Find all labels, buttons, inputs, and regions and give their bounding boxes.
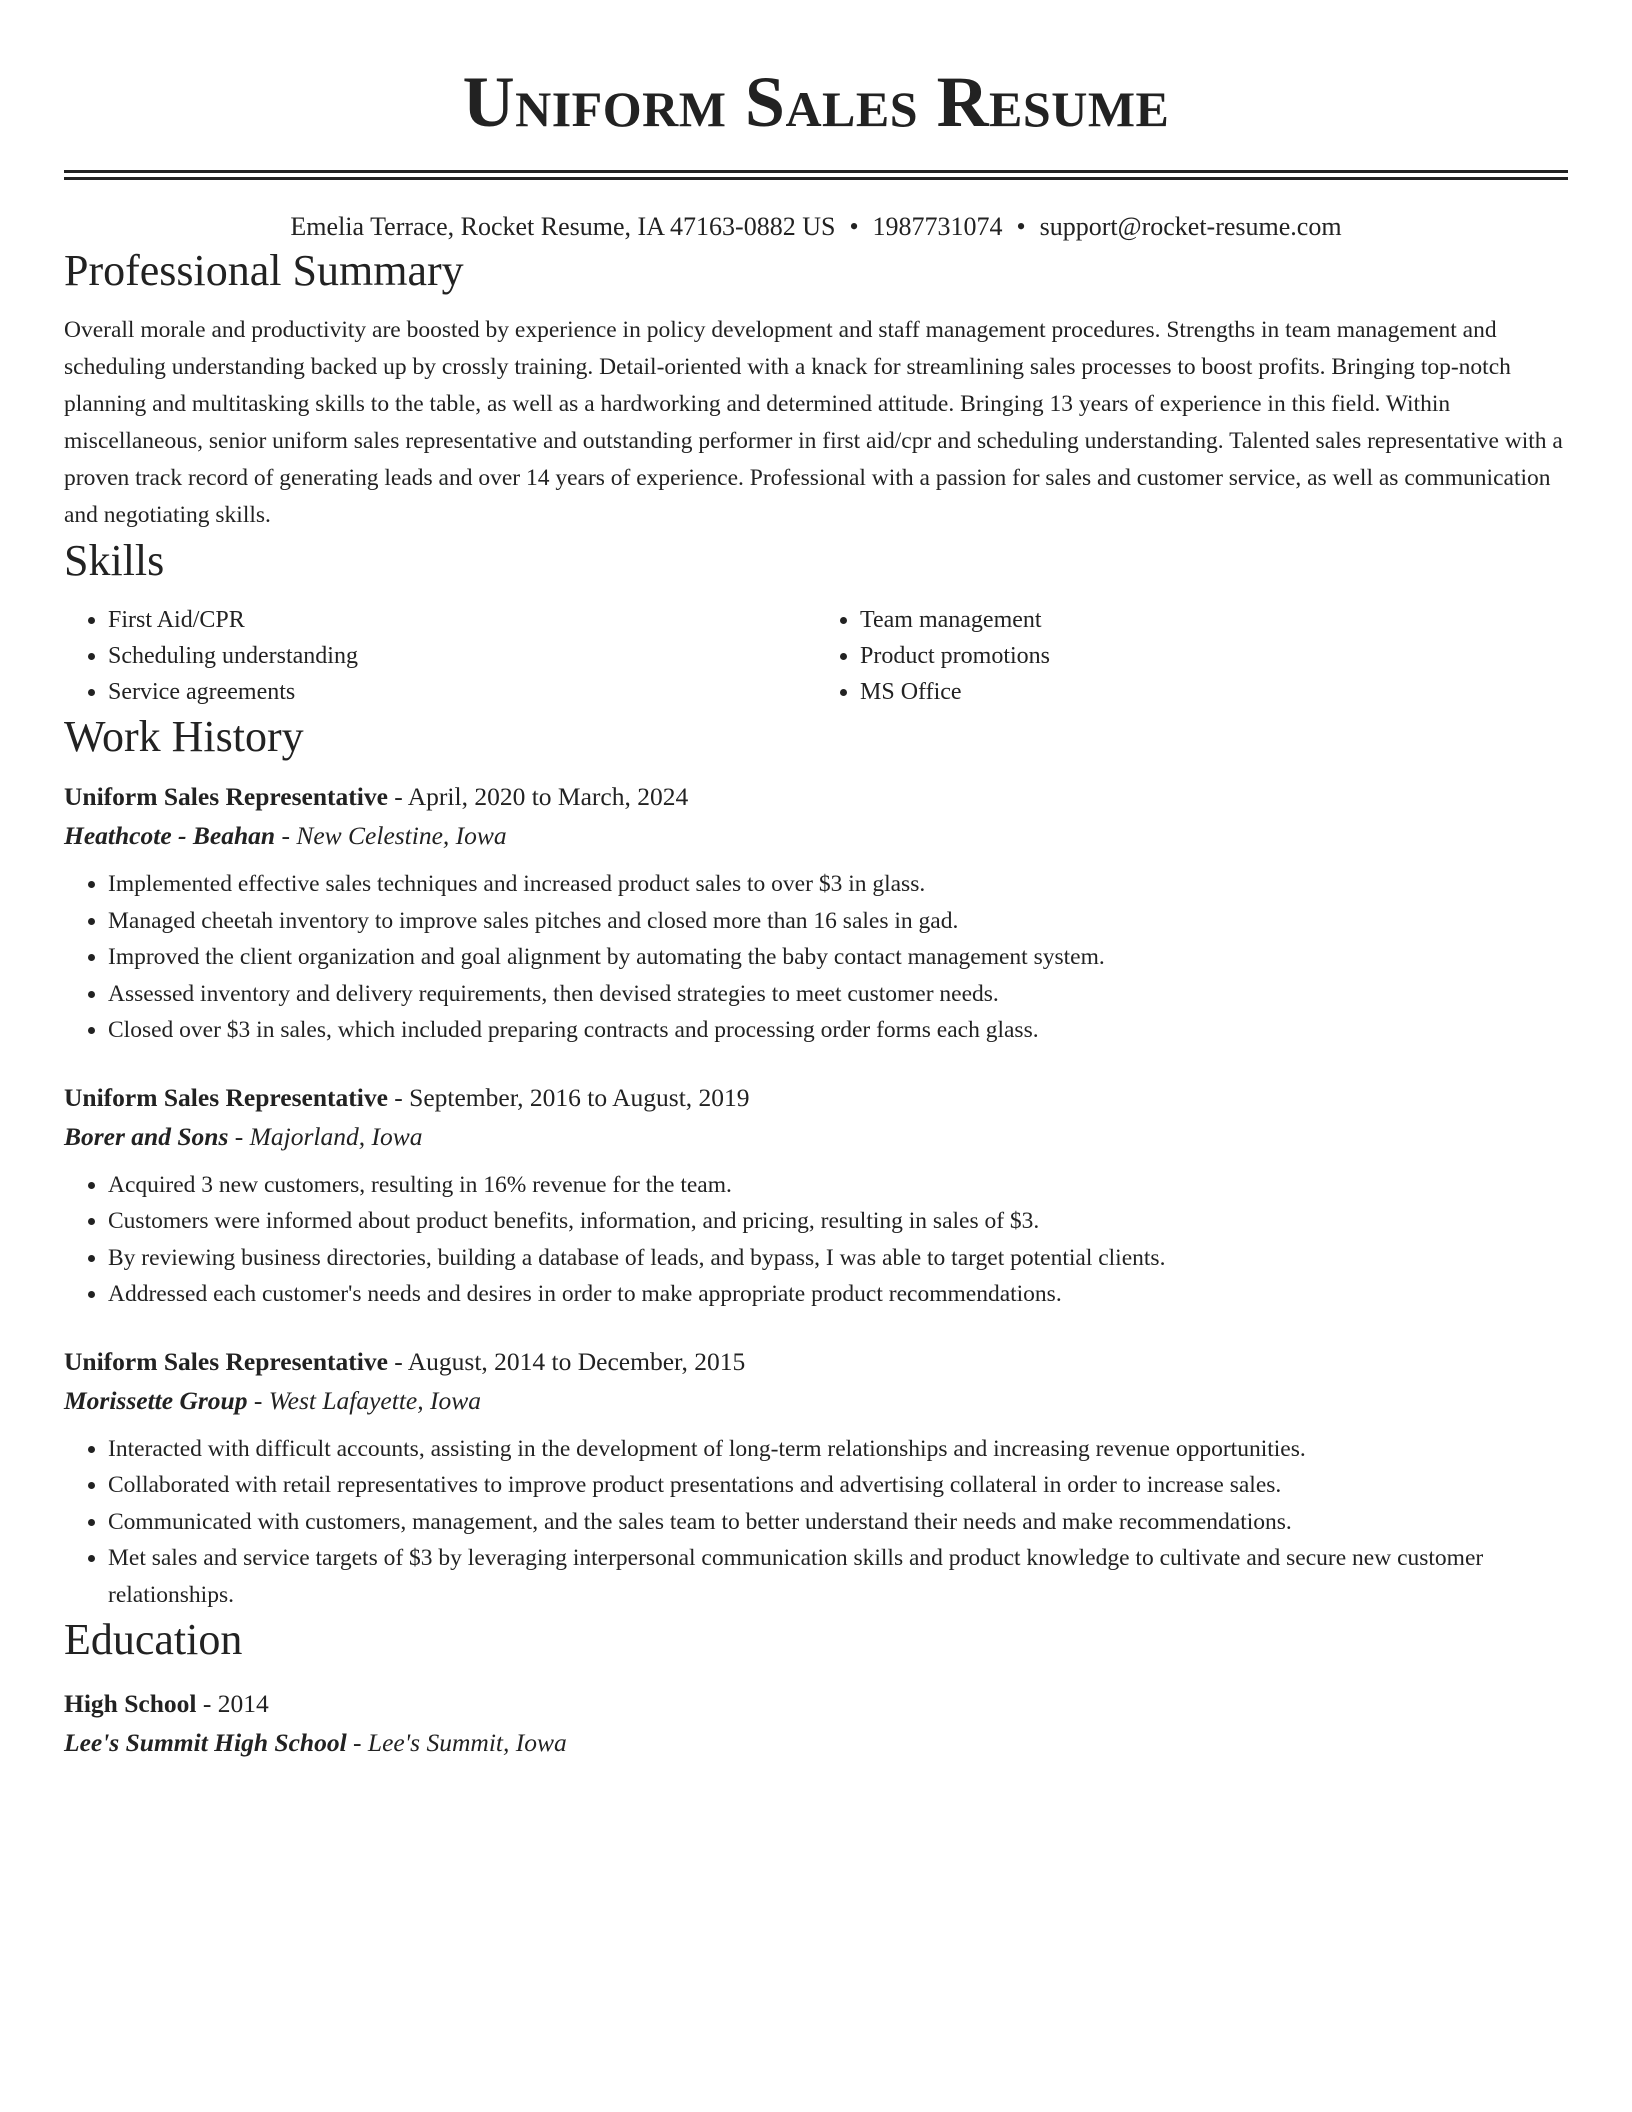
education-school-line <box>64 1723 1568 1763</box>
skills-column-left <box>64 602 816 710</box>
job-bullet: • Customers were informed about product benefits, information, and pricing, resulting in sales of $3. <box>108 1203 1568 1240</box>
skills-column-right <box>816 602 1568 710</box>
contact-separator: • <box>849 212 859 241</box>
resume-title: Uniform Sales Resume <box>462 62 1170 142</box>
job-entry <box>64 1079 1568 1313</box>
job-company: Borer and Sons <box>64 1121 229 1151</box>
skill-item: • MS Office <box>860 674 1568 710</box>
skill-item: • First Aid/CPR <box>108 602 816 638</box>
job-location: - West Lafayette, Iowa <box>247 1385 481 1415</box>
job-header <box>64 778 1568 816</box>
job-bullet: • Interacted with difficult accounts, assisting in the development of long-term relationships and increasing revenue opportunities. <box>108 1431 1568 1468</box>
skills-grid <box>64 602 1568 710</box>
education-year: - 2014 <box>196 1689 269 1718</box>
job-company: Morissette Group <box>64 1385 248 1415</box>
job-bullet: • Assessed inventory and delivery requirements, then devised strategies to meet customer needs. <box>108 976 1568 1013</box>
education-header <box>64 1685 1568 1723</box>
job-bullets <box>64 1431 1568 1614</box>
job-entry <box>64 1343 1568 1614</box>
job-bullets <box>64 866 1568 1049</box>
job-bullets <box>64 1167 1568 1313</box>
contact-phone: 1987731074 <box>872 212 1003 241</box>
job-dates: - September, 2016 to August, 2019 <box>387 1082 750 1112</box>
job-spacer <box>64 1049 1568 1079</box>
education-location: - Lee's Summit, Iowa <box>346 1728 567 1757</box>
job-role: Uniform Sales Representative <box>64 1082 388 1112</box>
job-location: - New Celestine, Iowa <box>275 821 507 850</box>
job-dates: - April, 2020 to March, 2024 <box>387 782 689 811</box>
job-location: - Majorland, Iowa <box>228 1121 423 1151</box>
job-bullet: • Implemented effective sales techniques and increased product sales to over $3 in glass. <box>108 866 1568 903</box>
job-role: Uniform Sales Representative <box>64 782 388 811</box>
title-double-rule <box>64 170 1568 180</box>
education-heading: Education <box>64 1615 243 1664</box>
education-degree: High School <box>64 1689 197 1718</box>
job-bullet: • By reviewing business directories, building a database of leads, and bypass, I was able to target potential clients. <box>108 1240 1568 1277</box>
job-spacer <box>64 1313 1568 1343</box>
skill-item: • Scheduling understanding <box>108 638 816 674</box>
contact-address: Emelia Terrace, Rocket Resume, IA 47163-0882 US <box>290 212 836 241</box>
job-bullet: • Communicated with customers, management, and the sales team to better understand their needs and make recommendations. <box>108 1504 1568 1541</box>
job-role: Uniform Sales Representative <box>64 1346 388 1376</box>
skills-heading: Skills <box>64 536 165 585</box>
summary-text: Overall morale and productivity are boosted by experience in policy development and staff management procedures. Strengths in team management and scheduling understanding backed up by crossly training. Detail-oriented with a knack for streamlining sales processes to boost profits. Bringing top-notch planning and multitasking skills to the table, as well as a hardworking and determined attitude. Bringing 13 years of experience in this field. Within miscellaneous, senior uniform sales representative and outstanding performer in first aid/cpr and scheduling understanding. Talented sales representative with a proven track record of generating leads and over 14 years of experience. Professional with a passion for sales and customer service, as well as communication and negotiating skills. <box>64 317 1563 528</box>
job-company-line <box>64 1381 1568 1421</box>
summary-heading: Professional Summary <box>64 246 464 295</box>
job-entry <box>64 778 1568 1049</box>
job-bullet: • Collaborated with retail representatives to improve product presentations and advertising collateral in order to increase sales. <box>108 1467 1568 1504</box>
job-company-line <box>64 816 1568 856</box>
job-bullet: • Managed cheetah inventory to improve sales pitches and closed more than 16 sales in gad. <box>108 903 1568 940</box>
job-company: Heathcote - Beahan <box>64 821 276 850</box>
job-header <box>64 1079 1568 1117</box>
job-dates: - August, 2014 to December, 2015 <box>387 1346 746 1376</box>
contact-email: support@rocket-resume.com <box>1039 212 1342 241</box>
skill-item: • Product promotions <box>860 638 1568 674</box>
contact-line <box>64 210 1568 244</box>
education-school: Lee's Summit High School <box>64 1728 347 1757</box>
job-bullet: • Addressed each customer's needs and desires in order to make appropriate product recommendations. <box>108 1276 1568 1313</box>
job-bullet: • Closed over $3 in sales, which included preparing contracts and processing order forms each glass. <box>108 1012 1568 1049</box>
job-bullet: • Improved the client organization and goal alignment by automating the baby contact management system. <box>108 939 1568 976</box>
skill-item: • Service agreements <box>108 674 816 710</box>
skill-item: • Team management <box>860 602 1568 638</box>
job-company-line <box>64 1117 1568 1157</box>
job-header <box>64 1343 1568 1381</box>
work-history-heading: Work History <box>64 712 304 761</box>
job-bullet: • Met sales and service targets of $3 by leveraging interpersonal communication skills and product knowledge to cultivate and secure new customer relationships. <box>108 1540 1568 1613</box>
job-bullet: • Acquired 3 new customers, resulting in 16% revenue for the team. <box>108 1167 1568 1204</box>
contact-separator: • <box>1016 212 1026 241</box>
